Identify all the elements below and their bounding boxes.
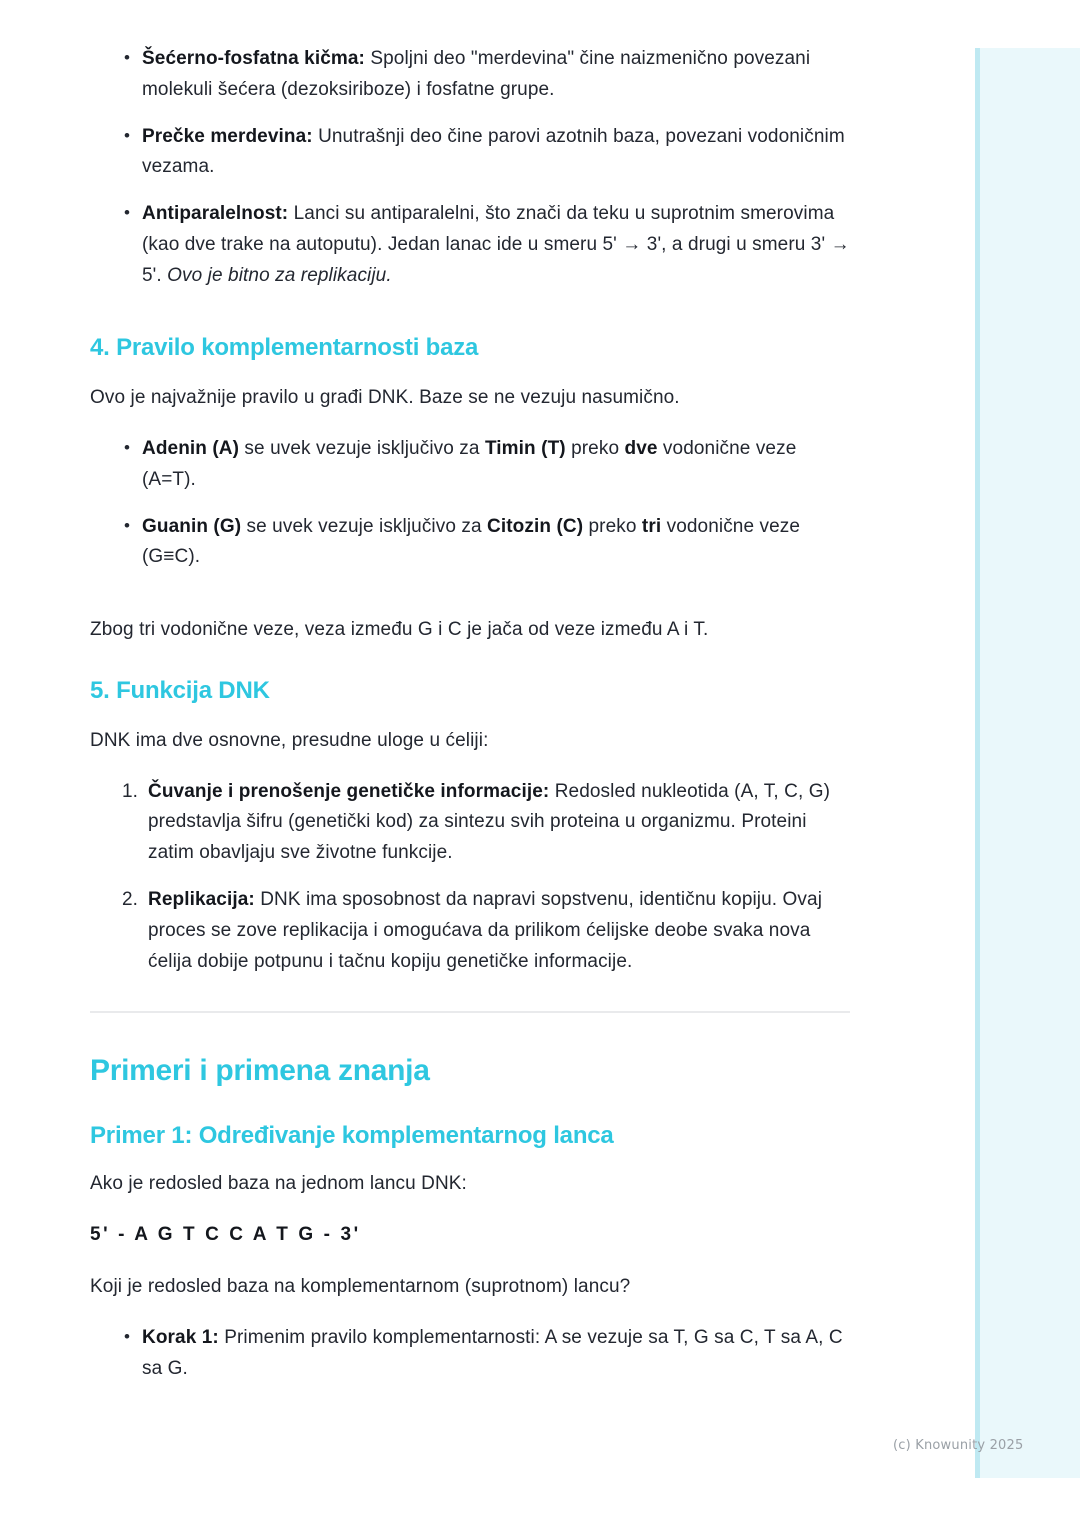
bullet-term: Prečke merdevina: [142, 125, 313, 147]
section-heading-5: 5. Funkcija DNK [90, 676, 270, 704]
copyright-watermark: (c) Knowunity 2025 [893, 1438, 1024, 1453]
list-item [126, 885, 850, 977]
list-item [124, 1323, 850, 1385]
rule-base-lead: Adenin (A) [142, 438, 240, 460]
bullet-term: Antiparalelnost: [142, 203, 289, 225]
dna-function-numbered-list [90, 777, 850, 978]
list-item [124, 122, 850, 184]
rule-pre-count: preko [583, 515, 642, 537]
function-term: Čuvanje i prenošenje genetičke informacije: [148, 780, 550, 802]
section-heading-4: 4. Pravilo komplementarnosti baza [90, 334, 479, 362]
bullet-text: Unutrašnji deo čine parovi azotnih baza, povezani vodoničnim vezama. [142, 125, 845, 178]
section-4-intro: Ovo je najvažnije pravilo u građi DNK. Baze se ne vezuju nasumično. [90, 387, 680, 409]
rule-mid-text: se uvek vezuje isključivo za [241, 515, 488, 537]
dna-sequence-code: 5' - A G T C C A T G - 3' [90, 1224, 361, 1246]
rule-tail-text: vodonične veze (G≡C). [142, 515, 801, 568]
example-1-heading: Primer 1: Određivanje komplementarnog lanca [90, 1122, 614, 1150]
list-item [124, 434, 850, 496]
rule-tail-text: vodonične veze (A=T). [142, 438, 797, 490]
rule-mid-text: se uvek vezuje isključivo za [239, 438, 485, 460]
section-divider [90, 1011, 850, 1013]
section-4-conclusion: Zbog tri vodonične veze, veza između G i C je jača od veze između A i T. [90, 619, 709, 641]
example-1-question: Koji je redosled baza na komplementarnom (suprotnom) lancu? [90, 1276, 631, 1298]
base-pairing-rule-list [90, 434, 850, 573]
rule-bond-count: dve [624, 438, 658, 460]
rule-base-lead: Guanin (G) [142, 515, 242, 537]
function-text: DNK ima sposobnost da napravi sopstvenu, identičnu kopiju. Ovaj proces se zove replikacija i omogućava da prilikom ćelijske deobe svaka nova ćelija dobije potpunu i tačnu kopiju genetičke informacije. [148, 889, 823, 972]
example-1-prompt: Ako je redosled baza na jednom lancu DNK: [90, 1173, 467, 1195]
rule-pre-count: preko [565, 438, 625, 460]
bullet-text: Lanci su antiparalelni, što znači da teku u suprotnim smerovima (kao dve trake na autoputu). Jedan lanac ide u smeru 5' → 3', a drugi u smeru 3' → 5'. [142, 203, 850, 286]
dna-structure-bullet-list [90, 44, 850, 291]
list-item [124, 199, 850, 291]
rule-bond-count: tri [641, 515, 662, 537]
decorative-side-panel [975, 48, 1080, 1478]
list-item [126, 777, 850, 869]
bullet-text: Spoljni deo "merdevina" čine naizmenično povezani molekuli šećera (dezoksiriboze) i fosfatne grupe. [142, 48, 811, 100]
rule-base-partner: Timin (T) [484, 438, 566, 460]
function-text: Redosled nukleotida (A, T, C, G) predstavlja šifru (genetički kod) za sintezu svih proteina u organizmu. Proteini zatim obavljaju sve životne funkcije. [148, 780, 831, 864]
rule-base-partner: Citozin (C) [487, 515, 584, 537]
function-term: Replikacija: [148, 889, 255, 911]
example-1-steps-list [90, 1323, 850, 1385]
bullet-term: Šećerno-fosfatna kičma: [142, 48, 365, 69]
step-text: Primenim pravilo komplementarnosti: A se vezuje sa T, G sa C, T sa A, C sa G. [142, 1327, 843, 1379]
list-item [124, 512, 850, 574]
list-item [124, 44, 850, 106]
bullet-emphasis: Ovo je bitno za replikaciju. [167, 264, 392, 286]
examples-main-heading: Primeri i primena znanja [90, 1054, 430, 1088]
section-5-intro: DNK ima dve osnovne, presudne uloge u ćeliji: [90, 729, 489, 751]
step-term: Korak 1: [142, 1327, 219, 1349]
